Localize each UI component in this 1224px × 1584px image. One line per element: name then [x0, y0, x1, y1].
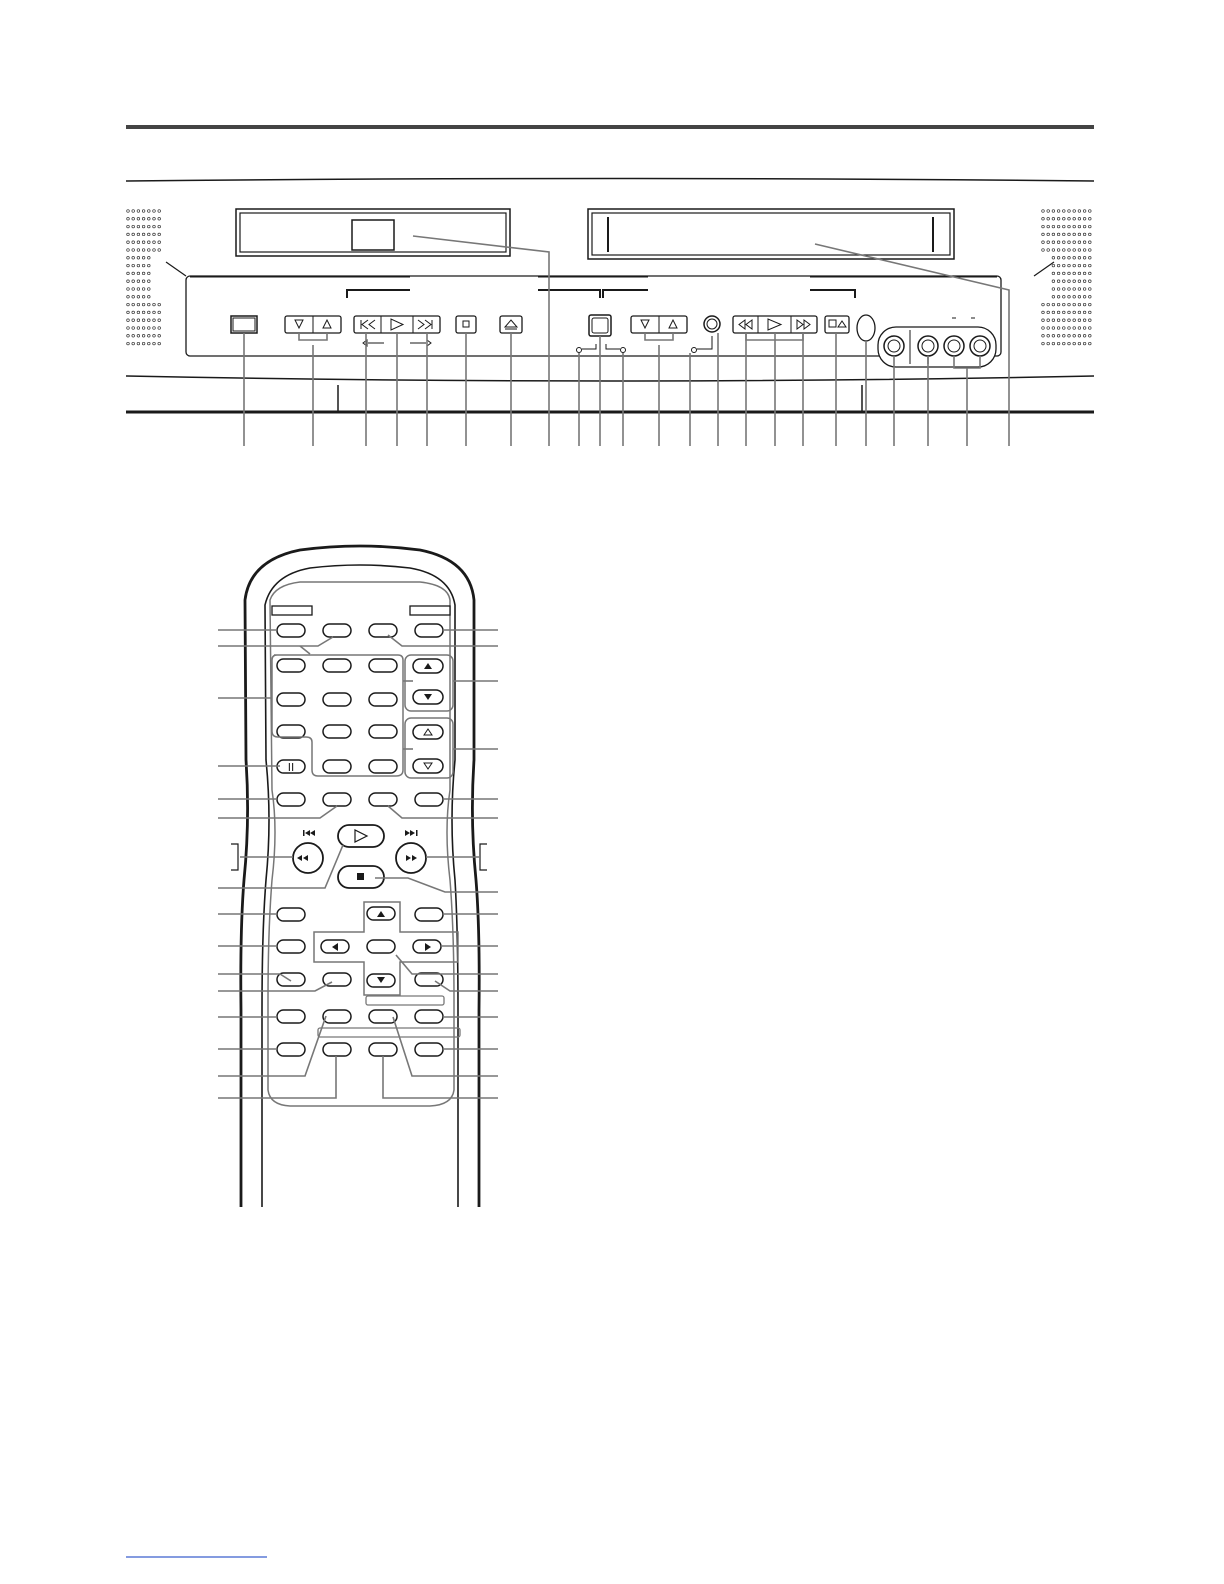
angle-button[interactable]	[323, 1010, 351, 1023]
header-rule	[126, 125, 1094, 129]
stop-icon	[357, 873, 364, 880]
number-key-6[interactable]	[369, 693, 397, 706]
vcr-dvd-select-button[interactable]	[415, 624, 443, 637]
audio-button[interactable]	[277, 1043, 305, 1056]
remote-callout-right	[383, 1056, 498, 1098]
record-indicator	[692, 348, 697, 353]
counter-reset-button[interactable]	[415, 1010, 443, 1023]
vcr-channel-buttons[interactable]	[631, 316, 687, 333]
number-key-3[interactable]	[369, 659, 397, 672]
marker-button[interactable]	[369, 1010, 397, 1023]
remote-callout-right	[388, 806, 498, 818]
vcr-mode-label	[410, 606, 450, 615]
remote-callout-left	[218, 637, 333, 646]
top-menu-button[interactable]	[415, 908, 443, 921]
clear-button[interactable]	[415, 793, 443, 806]
slow-button[interactable]	[369, 1043, 397, 1056]
title-button[interactable]	[277, 793, 305, 806]
return-button[interactable]	[369, 793, 397, 806]
dvd-indicator	[577, 348, 582, 353]
record-button[interactable]	[277, 908, 305, 921]
enter-button[interactable]	[367, 940, 395, 953]
right-speaker-grille	[1042, 210, 1091, 345]
speed-button[interactable]	[277, 940, 305, 953]
play-button[interactable]	[338, 825, 384, 847]
vcr-cassette-compartment[interactable]	[588, 209, 954, 259]
number-key-5[interactable]	[323, 693, 351, 706]
number-key-8[interactable]	[323, 725, 351, 738]
volume-down-button[interactable]	[413, 759, 443, 773]
display-button[interactable]	[369, 624, 397, 637]
dvd-disc-tray[interactable]	[236, 209, 510, 256]
skip-back-icon	[303, 830, 315, 836]
dvd-stop-button[interactable]	[456, 316, 476, 333]
dvd-open-close-button[interactable]	[500, 316, 522, 333]
repeat-button[interactable]	[277, 1010, 305, 1023]
remote-control	[218, 546, 498, 1207]
vcr-transport-buttons[interactable]	[733, 316, 817, 333]
remote-callout-right	[393, 1017, 498, 1076]
number-key-7[interactable]	[277, 725, 305, 738]
remote-sensor	[857, 315, 875, 341]
remote-callout-left	[218, 982, 332, 991]
volume-up-button[interactable]	[413, 725, 443, 739]
remote-bracket	[300, 646, 310, 654]
dvd-mode-label	[272, 606, 312, 615]
remote-callout-left	[218, 1016, 326, 1076]
remote-callout-left	[218, 1056, 336, 1098]
menu-button[interactable]	[323, 793, 351, 806]
number-key-11[interactable]	[369, 760, 397, 773]
remote-callout-left	[218, 806, 337, 818]
remote-callout-right	[396, 955, 498, 974]
dvd-transport-buttons[interactable]	[354, 316, 440, 333]
number-key-10[interactable]	[323, 760, 351, 773]
number-key-9[interactable]	[369, 725, 397, 738]
vcr-indicator	[621, 348, 626, 353]
pause-icon: II	[287, 761, 295, 774]
remote-callout-right	[435, 981, 498, 991]
front-panel	[126, 179, 1094, 447]
remote-callout-right	[375, 878, 498, 892]
remote-callout-left	[218, 845, 343, 888]
subtitle-button[interactable]	[323, 1043, 351, 1056]
timer-button[interactable]	[415, 1043, 443, 1056]
number-key-2[interactable]	[323, 659, 351, 672]
power-button[interactable]	[277, 624, 305, 637]
number-key-4[interactable]	[277, 693, 305, 706]
setup-button[interactable]	[323, 624, 351, 637]
channel-buttons[interactable]	[285, 316, 341, 333]
skip-forward-icon	[405, 830, 418, 836]
number-key-1[interactable]	[277, 659, 305, 672]
remote-callout-right	[388, 635, 498, 646]
left-speaker-grille	[127, 210, 161, 345]
